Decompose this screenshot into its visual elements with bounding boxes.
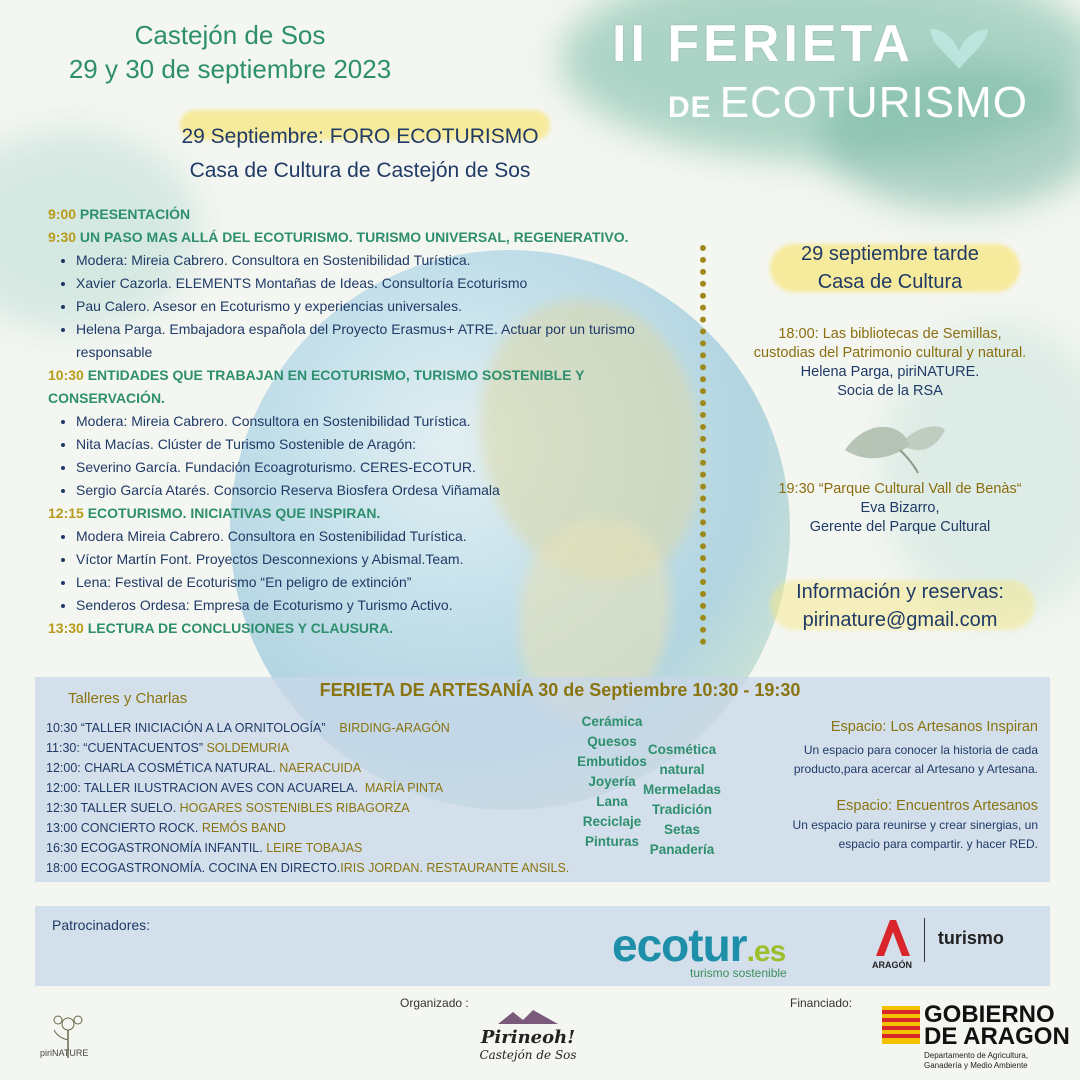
taller-row: 12:00: TALLER ILUSTRACION AVES CON ACUARELA. MARÍA PINTA [46,781,444,795]
espacio-inspiran [708,718,1038,779]
program [48,203,688,640]
leaves-icon [840,415,950,475]
ecotur-wordmark: ecotur.es [612,919,786,971]
list-item: • Modera: Mireia Cabrero. Consultora en Sostenibilidad Turística. [76,249,688,272]
esp2-line2: espacio para compartir. y hacer RED. [838,837,1038,851]
craft-item: Lana [596,794,628,809]
craft-item: Pinturas [584,834,639,849]
craft-item: Tradición [651,802,712,817]
taller-row: 11:30: “CUENTACUENTOS” SOLDEMURIA [46,741,290,755]
session-paso: 9:30 UN PASO MAS ALLÁ DEL ECOTURISMO. TURISMO UNIVERSAL, REGENERATIVO. [48,229,629,245]
info-reservas [750,578,1050,634]
taller-row: 18:00 ECOGASTRONOMÍA. COCINA EN DIRECTO.IRIS JORDAN. RESTAURANTE ANSILS. [46,861,570,875]
event-title [612,14,994,74]
list-item: • Lena: Festival de Ecoturismo “En peligro de extinción” [76,571,688,594]
list-item: • Xavier Cazorla. ELEMENTS Montañas de Ideas. Consultoría Ecoturismo [76,272,688,295]
talleres-heading: Talleres y Charlas [68,690,188,707]
aragon-label: ARAGÓN [872,960,912,970]
session-presentacion: 9:00 PRESENTACIÓN [48,206,191,222]
esp2-title: Espacio: Encuentros Artesanos [836,798,1038,814]
craft-item: Embutidos [577,754,647,769]
foro-line1: 29 Septiembre: FORO ECOTURISMO [181,125,539,148]
gobierno-aragon-logo [924,1001,1070,1071]
taller-row: 16:30 ECOGASTRONOMÍA INFANTIL. LEIRE TOBAJAS [46,841,363,855]
feria-title: FERIETA DE ARTESANÍA 30 de Septiembre 10:30 - 19:30 [319,680,801,700]
taller-row: 12:00: CHARLA COSMÉTICA NATURAL. NAERACUIDA [46,761,362,775]
gob-line1: GOBIERNO [924,1001,1055,1028]
event-bibliotecas [710,325,1070,401]
patrocinadores-label: Patrocinadores: [52,917,151,933]
dates: 29 y 30 de septiembre 2023 [68,54,392,84]
list-item: • Víctor Martín Font. Proyectos Desconnexions y Abismal.Team. [76,548,688,571]
ev2-line2: Eva Bizarro, [860,500,940,516]
event-title-sub [668,78,1028,128]
craft-item: Setas [663,822,701,837]
aragon-a-icon [872,918,912,958]
ecotur-logo [612,918,787,980]
list-item: • Senderos Ordesa: Empresa de Ecoturismo y Turismo Activo. [76,594,688,617]
taller-row: 13:00 CONCIERTO ROCK. REMÓS BAND [46,821,286,835]
title-line1: II FERIETA [612,15,912,73]
tarde-line2: Casa de Cultura [817,271,963,293]
list-item: • Severino García. Fundación Ecoagroturismo. CERES-ECOTUR. [76,456,688,479]
pirineoh-wordmark: Pirineoh! [480,1027,576,1048]
aragon-flag-icon [882,1006,920,1044]
craft-item: natural [659,762,705,777]
organizado-label: Organizado : [400,996,469,1010]
tarde-heading [760,240,1020,296]
ev2-line3: Gerente del Parque Cultural [809,519,991,535]
leaf-heart-icon [924,21,994,73]
info-email[interactable]: pirinature@gmail.com [802,609,998,631]
ev2-line1: 19:30 “Parque Cultural Vall de Benàs“ [778,481,1022,497]
esp2-line1: Un espacio para reunirse y crear sinergias, un [792,818,1038,832]
craft-item: Cosmética [647,742,717,757]
list-item: • Nita Macías. Clúster de Turismo Sostenible de Aragón: [76,433,688,456]
event-parque [730,480,1070,537]
title-de: DE [668,91,712,124]
craft-item: Joyería [588,774,636,789]
gob-line2: DE ARAGON [924,1023,1070,1050]
location: Castejón de Sos [134,20,326,50]
session-clausura: 13:30 LECTURA DE CONCLUSIONES Y CLAUSURA. [48,620,394,636]
list-item: • Helena Parga. Embajadora española del Proyecto Erasmus+ ATRE. Actuar por un turismo responsable [76,318,688,364]
esp1-line1: Un espacio para conocer la historia de cada [803,743,1038,757]
financiado-label: Financiado: [790,996,853,1010]
list-item: • Modera: Mireia Cabrero. Consultora en Sostenibilidad Turística. [76,410,688,433]
info-line1: Información y reservas: [796,581,1004,603]
craft-item: Reciclaje [582,814,642,829]
session-iniciativas: 12:15 ECOTURISMO. INICIATIVAS QUE INSPIRAN. [48,505,381,521]
foro-heading [150,120,570,188]
gob-line3: Departamento de Agricultura, [924,1051,1029,1060]
castejon-wordmark: Castejón de Sos [479,1048,577,1062]
ev1-line2: custodias del Patrimonio cultural y natural. [753,345,1027,361]
craft-item: Mermeladas [642,782,722,797]
list-item: • Sergio García Atarés. Consorcio Reserva Biosfera Ordesa Viñamala [76,479,688,502]
pirinature-label: piriNATURE [40,1048,89,1058]
event-location-dates [60,18,400,86]
tarde-line1: 29 septiembre tarde [801,243,979,265]
craft-item: Cerámica [581,714,643,729]
taller-row: 10:30 “TALLER INICIACIÓN A LA ORNITOLOGÍA” BIRDING-ARAGÓN [46,721,450,735]
ecotur-tagline: turismo sostenible [690,966,787,980]
gob-line4: Ganadería y Medio Ambiente [924,1061,1028,1070]
espacio-encuentros [708,797,1038,854]
ev1-line4: Socia de la RSA [837,383,943,399]
ev1-line1: 18:00: Las bibliotecas de Semillas, [778,326,1002,342]
dotted-divider [700,245,706,645]
taller-row: 12:30 TALLER SUELO. HOGARES SOSTENIBLES RIBAGORZA [46,801,410,815]
ev1-line3: Helena Parga, piriNATURE. [800,364,980,380]
list-item: • Pau Calero. Asesor en Ecoturismo y experiencias universales. [76,295,688,318]
session-entidades-list [48,410,688,502]
foro-line2: Casa de Cultura de Castejón de Sos [189,159,531,182]
esp1-title: Espacio: Los Artesanos Inspiran [830,719,1038,735]
aragon-turismo-logo [872,918,1004,970]
craft-item: Panadería [649,842,715,857]
craft-item: Quesos [587,734,637,749]
talleres-list [46,718,606,878]
esp1-line2: producto,para acercar al Artesano y Artesana. [793,762,1038,776]
pirineoh-logo [468,1010,588,1062]
divider [924,918,925,962]
title-line2: ECOTURISMO [719,78,1028,127]
turismo-label: turismo [937,928,1004,948]
list-item: • Modera Mireia Cabrero. Consultora en Sostenibilidad Turística. [76,525,688,548]
mountain-icon [498,1010,558,1024]
session-iniciativas-list [48,525,688,617]
session-entidades: 10:30 ENTIDADES QUE TRABAJAN EN ECOTURISMO, TURISMO SOSTENIBLE Y CONSERVACIÓN. [48,367,585,406]
session-paso-list [48,249,688,364]
